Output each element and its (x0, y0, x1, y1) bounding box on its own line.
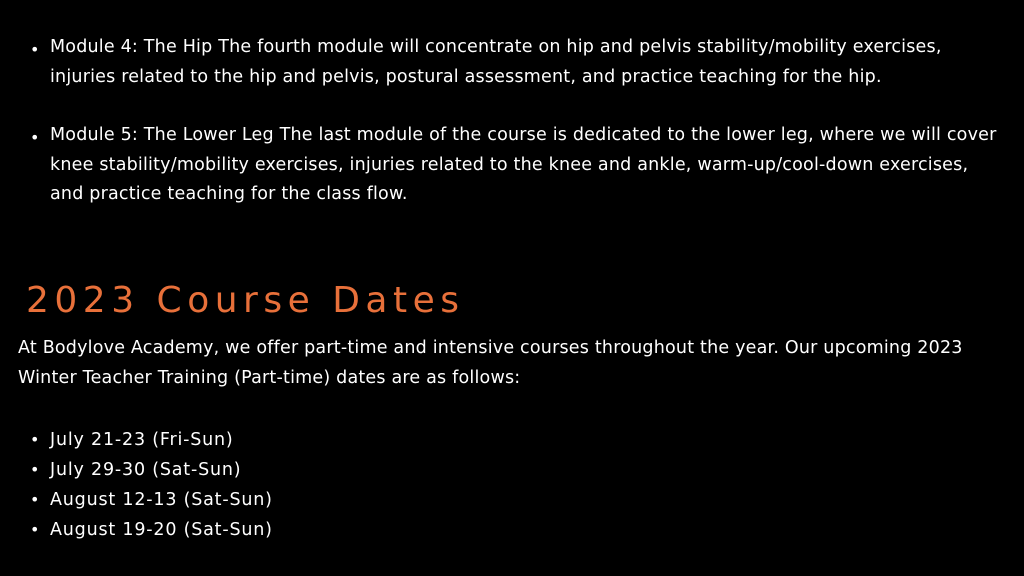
bullet-icon: • (30, 40, 40, 59)
date-text: August 12-13 (Sat-Sun) (50, 490, 273, 510)
date-item (30, 455, 273, 485)
bullet-icon: • (30, 128, 40, 147)
module-5-item (30, 121, 1000, 210)
date-text: August 19-20 (Sat-Sun) (50, 520, 273, 540)
date-text: July 21-23 (Fri-Sun) (50, 430, 234, 450)
bullet-icon: • (30, 520, 41, 539)
module-5-text: Module 5: The Lower Leg The last module of the course is dedicated to the lower leg, where we will cover knee stability/mobility exercises, injuries related to the knee and ankle, warm-up/cool-down exercises, and practice teaching for the class flow. (50, 125, 997, 204)
bullet-icon: • (30, 460, 41, 479)
module-list (30, 33, 1000, 239)
course-dates-intro: At Bodylove Academy, we offer part-time and intensive courses throughout the year. Our upcoming 2023 Winter Teacher Training (Part-time) dates are as follows: (18, 338, 963, 388)
date-item (30, 425, 273, 455)
date-item (30, 485, 273, 515)
module-4-item (30, 33, 1000, 92)
bullet-icon: • (30, 490, 41, 509)
date-text: July 29-30 (Sat-Sun) (50, 460, 242, 480)
date-list (30, 425, 273, 545)
module-4-text: Module 4: The Hip The fourth module will concentrate on hip and pelvis stability/mobility exercises, injuries related to the hip and pelvis, postural assessment, and practice teaching for the hip. (50, 37, 942, 87)
course-dates-heading: 2023 Course Dates (26, 280, 465, 321)
date-item (30, 515, 273, 545)
bullet-icon: • (30, 430, 41, 449)
